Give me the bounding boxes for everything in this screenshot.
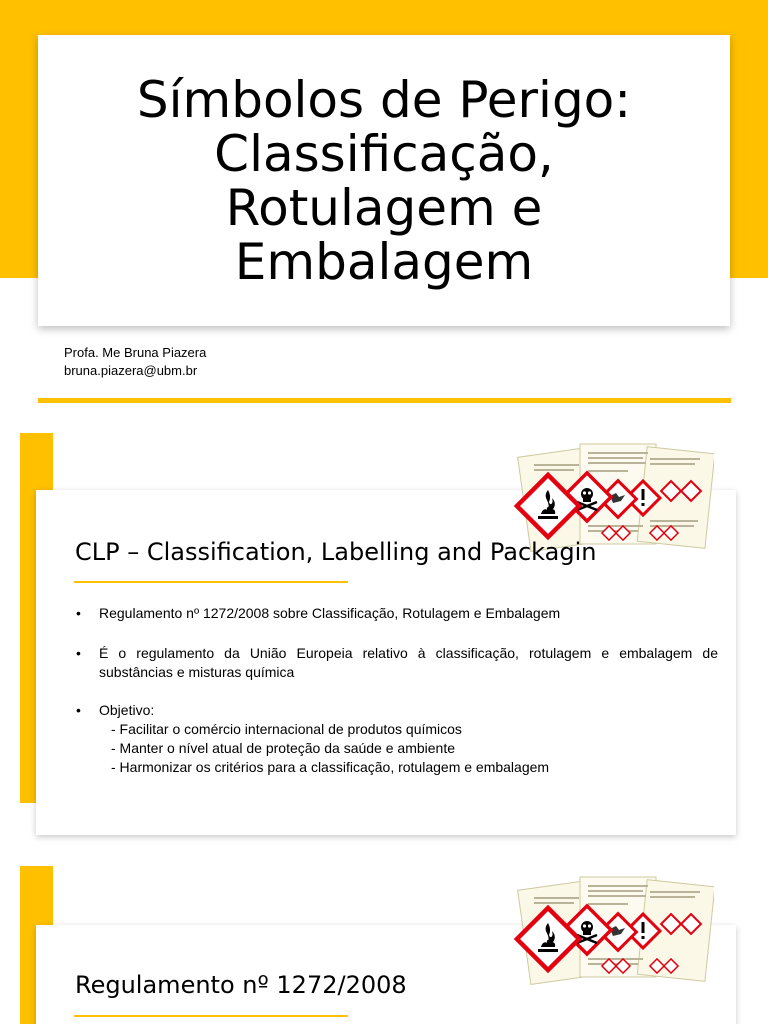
page-title: Símbolos de Perigo: Classificação, Rotulagem e Embalagem — [136, 70, 632, 291]
title-card — [38, 35, 730, 326]
slide1-title-underline — [74, 581, 348, 583]
hazard-labels-image — [514, 873, 714, 1018]
author-email: bruna.piazera@ubm.br — [64, 363, 198, 378]
objective-item: - Facilitar o comércio internacional de produtos químicos — [111, 721, 462, 737]
objective-item: - Harmonizar os critérios para a classificação, rotulagem e embalagem — [111, 759, 550, 775]
author-name: Profa. Me Bruna Piazera — [64, 345, 207, 360]
bullet-objective: • Objetivo: — [76, 701, 718, 720]
slide2-title-underline — [74, 1015, 348, 1017]
bullet-definition: • É o regulamento da União Europeia relativo à classificação, rotulagem e embalagem de substâncias e misturas química — [76, 644, 718, 682]
author-divider — [38, 398, 731, 403]
objective-item: - Manter o nível atual de proteção da saúde e ambiente — [111, 740, 455, 756]
slide1-title: CLP – Classification, Labelling and Packagin — [75, 538, 597, 566]
slide2-title: Regulamento nº 1272/2008 — [75, 971, 407, 999]
author-block — [64, 344, 206, 380]
slide1-bullet-list — [76, 604, 718, 777]
bullet-regulation: • Regulamento nº 1272/2008 sobre Classificação, Rotulagem e Embalagem — [76, 604, 718, 623]
